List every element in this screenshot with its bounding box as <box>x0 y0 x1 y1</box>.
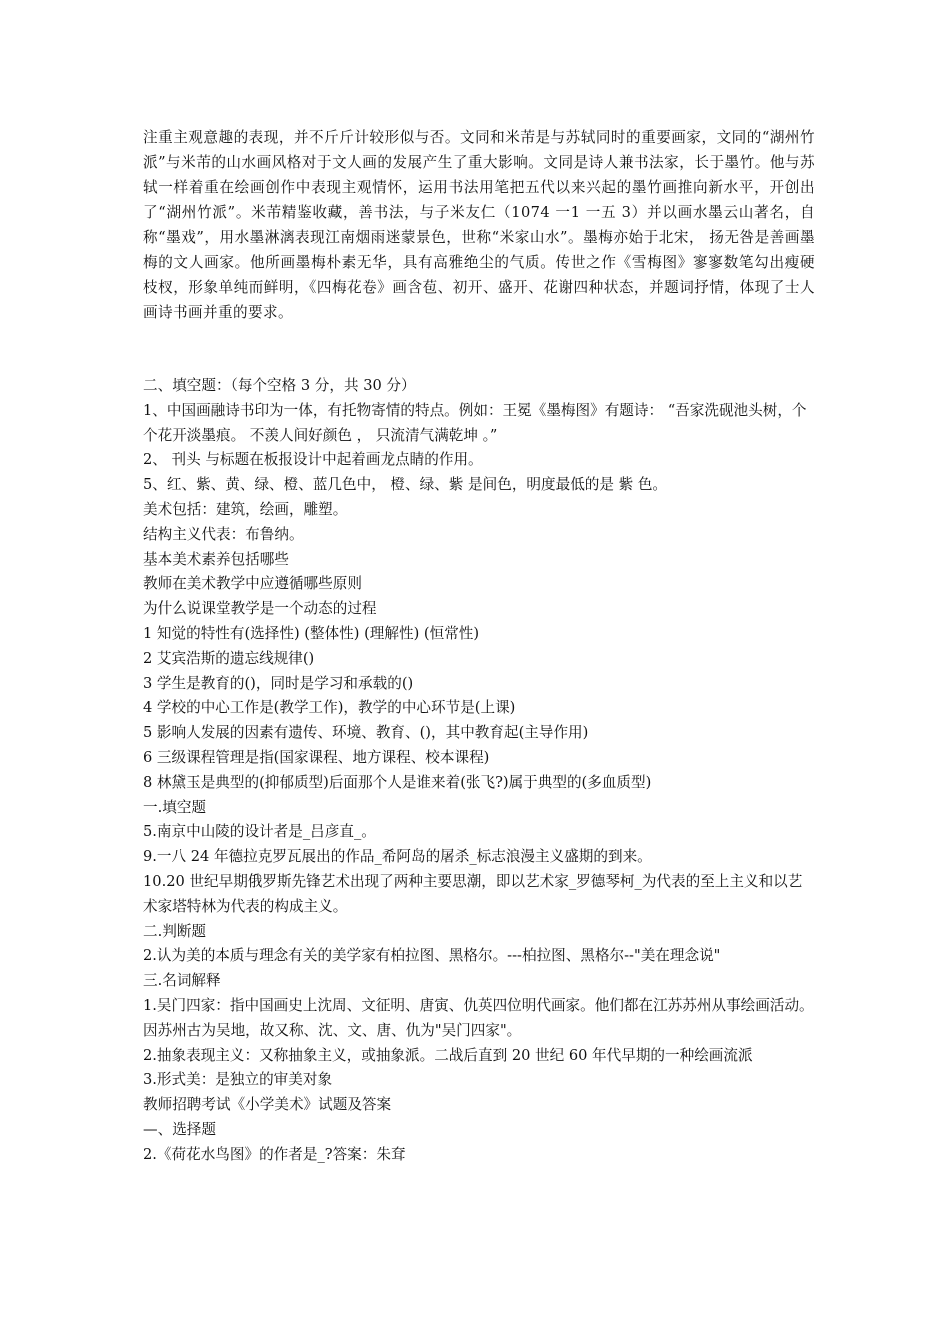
text-line: 1、中国画融诗书印为一体，有托物寄情的特点。例如：王冕《墨梅图》有题诗： “吾家洗砚池头树，个个花开淡墨痕。 不羡人间好颜色 ， 只流清气满乾坤 。” <box>143 401 807 444</box>
text-line: 基本美术素养包括哪些 <box>143 550 289 568</box>
exam-title-line: 教师招聘考试《小学美术》试题及答案 <box>143 1096 392 1114</box>
text-line: 美术包括：建筑，绘画，雕塑。 <box>143 500 348 518</box>
text-line: 5、红、紫、黄、绿、橙、蓝几色中， 橙、绿、紫 是间色，明度最低的是 紫 色。 <box>143 476 668 494</box>
text-line: 5.南京中山陵的设计者是_吕彦直_。 <box>143 823 376 841</box>
text-lines <box>143 374 815 1168</box>
text-line: 6 三级课程管理是指(国家课程、地方课程、校本课程) <box>143 748 490 766</box>
section-heading: —、选择题 <box>143 1120 216 1138</box>
text-line: 2.认为美的本质与理念有关的美学家有柏拉图、黑格尔。---柏拉图、黑格尔--"美在理念说" <box>143 947 721 965</box>
section-heading: 二.判断题 <box>143 922 207 940</box>
text-line: 1.吴门四家：指中国画史上沈周、文征明、唐寅、仇英四位明代画家。他们都在江苏苏州从事绘画活动。因苏州古为吴地，故又称、沈、文、唐、仇为"吴门四家"。 <box>143 996 814 1039</box>
text-line: 2 艾宾浩斯的遗忘线规律() <box>143 649 315 667</box>
section-fill-blank-heading: 二、填空题：（每个空格 3 分，共 30 分） <box>143 377 416 394</box>
text-line: 10.20 世纪早期俄罗斯先锋艺术出现了两种主要思潮，即以艺术家_罗德琴柯_为代表的至上主义和以艺术家塔特林为代表的构成主义。 <box>143 872 803 915</box>
text-line: 1 知觉的特性有(选择性) (整体性) (理解性) (恒常性) <box>143 624 480 642</box>
text-line: 9.一八 24 年德拉克罗瓦展出的作品_希阿岛的屠杀_标志浪漫主义盛期的到来。 <box>143 848 652 866</box>
text-line: 为什么说课堂教学是一个动态的过程 <box>143 600 377 618</box>
text-line: 5 影响人发展的因素有遗传、环境、教育、()，其中教育起(主导作用) <box>143 724 589 742</box>
text-line: 教师在美术教学中应遵循哪些原则 <box>143 575 362 593</box>
text-line: 2.抽象表现主义：又称抽象主义，或抽象派。二战后直到 20 世纪 60 年代早期的一种绘画流派 <box>143 1046 753 1064</box>
text-line: 2、 刊头 与标题在板报设计中起着画龙点睛的作用。 <box>143 451 483 469</box>
text-line: 3.形式美：是独立的审美对象 <box>143 1071 333 1089</box>
section-heading: 一.填空题 <box>143 798 207 816</box>
section-heading: 三.名词解释 <box>143 972 221 990</box>
text-line: 3 学生是教育的()，同时是学习和承载的() <box>143 674 414 692</box>
intro-paragraph: 注重主观意趣的表现，并不斤斤计较形似与否。文同和米芾是与苏轼同时的重要画家，文同的“湖州竹派”与米芾的山水画风格对于文人画的发展产生了重大影响。文同是诗人兼书法家，长于墨竹。他与苏轼一样着重在绘画创作中表现主观情怀，运用书法用笔把五代以来兴起的墨竹画推向新水平，开创出了“湖州竹派”。米芾精鉴收藏，善书法，与子米友仁（1074 一1 一五 3）并以画水墨云山著名，自称“墨戏”，用水墨淋漓表现江南烟雨迷蒙景色，世称“米家山水”。墨梅亦始于北宋， 扬无咎是善画墨梅的文人画家。他所画墨梅朴素无华，具有高雅绝尘的气质。传世之作《雪梅图》寥寥数笔勾出瘦硬枝杈，形象单纯而鲜明，《四梅花卷》画含苞、初开、盛开、花谢四种状态，并题词抒情，体现了士人画诗书画并重的要求。 <box>143 129 815 321</box>
text-line: 4 学校的中心工作是(教学工作)，教学的中心环节是(上课) <box>143 699 516 717</box>
text-line: 8 林黛玉是典型的(抑郁质型)后面那个人是谁来着(张飞?)属于典型的(多血质型) <box>143 773 652 791</box>
text-line: 结构主义代表：布鲁纳。 <box>143 525 304 543</box>
text-line: 2.《荷花水鸟图》的作者是_?答案：朱耷 <box>143 1145 406 1163</box>
